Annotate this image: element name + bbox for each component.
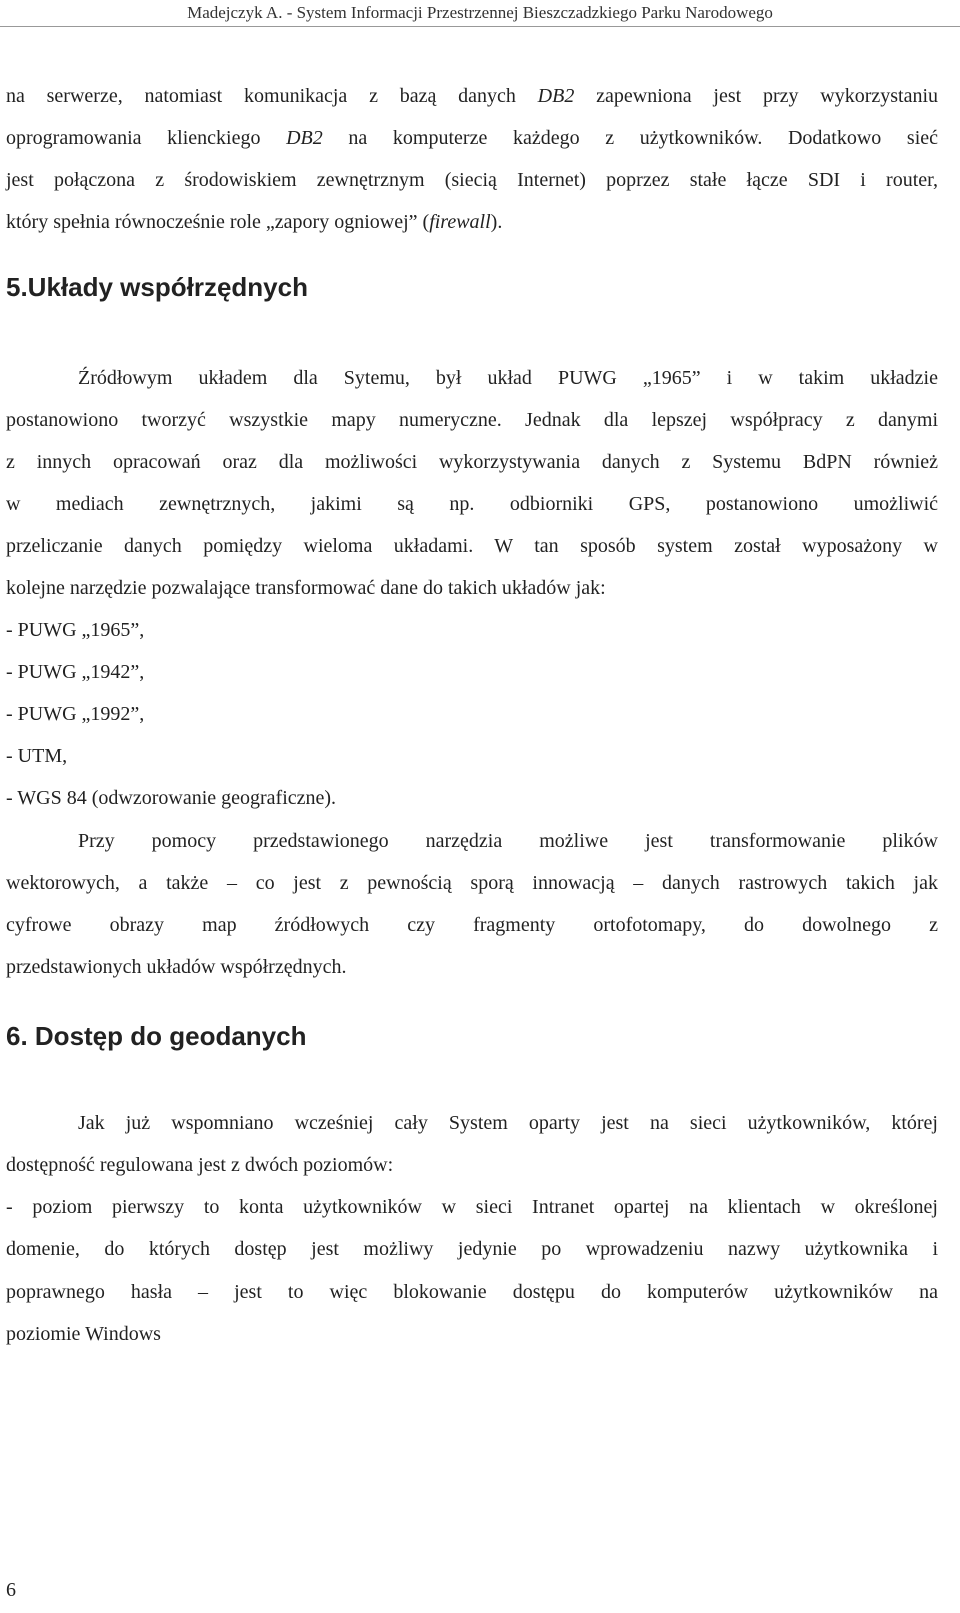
section-6-line-6: poziomie Windows xyxy=(6,1323,161,1345)
section-6-line-4: domenie, do których dostęp jest możliwy jedynie po wprowadzeniu nazwy użytkownika i xyxy=(6,1238,938,1260)
section-5-para2-line-4: przedstawionych układów współrzędnych. xyxy=(6,956,347,978)
page-number: 6 xyxy=(6,1579,16,1601)
section-5-para2-line-2: wektorowych, a także – co jest z pewnością sporą innowacją – danych rastrowych takich jak xyxy=(6,872,938,894)
list-item: - WGS 84 (odwzorowanie geograficzne). xyxy=(6,787,337,809)
section-6-heading: 6. Dostęp do geodanych xyxy=(6,1021,307,1051)
list-item: - PUWG „1992”, xyxy=(6,703,145,725)
list-item: - UTM, xyxy=(6,745,68,767)
section-6-line-3: - poziom pierwszy to konta użytkowników w sieci Intranet opartej na klientach w określonej xyxy=(6,1196,938,1218)
section-6-line-1: Jak już wspomniano wcześniej cały System oparty jest na sieci użytkowników, której xyxy=(78,1112,938,1134)
section-5-para2-line-1: Przy pomocy przedstawionego narzędzia możliwe jest transformowanie plików xyxy=(78,830,938,852)
intro-line-3: jest połączona z środowiskiem zewnętrznym (siecią Internet) poprzez stałe łącze SDI i router, xyxy=(6,169,938,191)
intro-line-2: oprogramowania klienckiego DB2 na komputerze każdego z użytkowników. Dodatkowo sieć xyxy=(6,127,939,149)
intro-line-4: który spełnia równocześnie role „zapory ogniowej” (firewall). xyxy=(6,211,503,233)
section-6-line-2: dostępność regulowana jest z dwóch poziomów: xyxy=(6,1154,394,1176)
intro-line-1: na serwerze, natomiast komunikacja z bazą danych DB2 zapewniona jest przy wykorzystaniu xyxy=(6,85,939,107)
list-item: - PUWG „1965”, xyxy=(6,619,145,641)
section-5-line-5: przeliczanie danych pomiędzy wieloma układami. W tan sposób system został wyposażony w xyxy=(6,535,938,557)
section-5-line-3: z innych opracowań oraz dla możliwości wykorzystywania danych z Systemu BdPN również xyxy=(6,451,938,473)
list-item: - PUWG „1942”, xyxy=(6,661,145,683)
section-5-para2-line-3: cyfrowe obrazy map źródłowych czy fragmenty ortofotomapy, do dowolnego z xyxy=(6,914,938,936)
section-6-line-5: poprawnego hasła – jest to więc blokowanie dostępu do komputerów użytkowników na xyxy=(6,1281,938,1303)
section-5-line-2: postanowiono tworzyć wszystkie mapy numeryczne. Jednak dla lepszej współpracy z danymi xyxy=(6,409,938,431)
running-header: Madejczyk A. - System Informacji Przestrzennej Bieszczadzkiego Parku Narodowego xyxy=(0,0,960,27)
section-5-heading: 5.Układy współrzędnych xyxy=(6,272,308,302)
section-5-line-4: w mediach zewnętrznych, jakimi są np. odbiorniki GPS, postanowiono umożliwić xyxy=(6,493,938,515)
section-5-line-6: kolejne narzędzie pozwalające transformować dane do takich układów jak: xyxy=(6,577,606,599)
section-5-line-1: Źródłowym układem dla Sytemu, był układ PUWG „1965” i w takim układzie xyxy=(78,367,938,389)
